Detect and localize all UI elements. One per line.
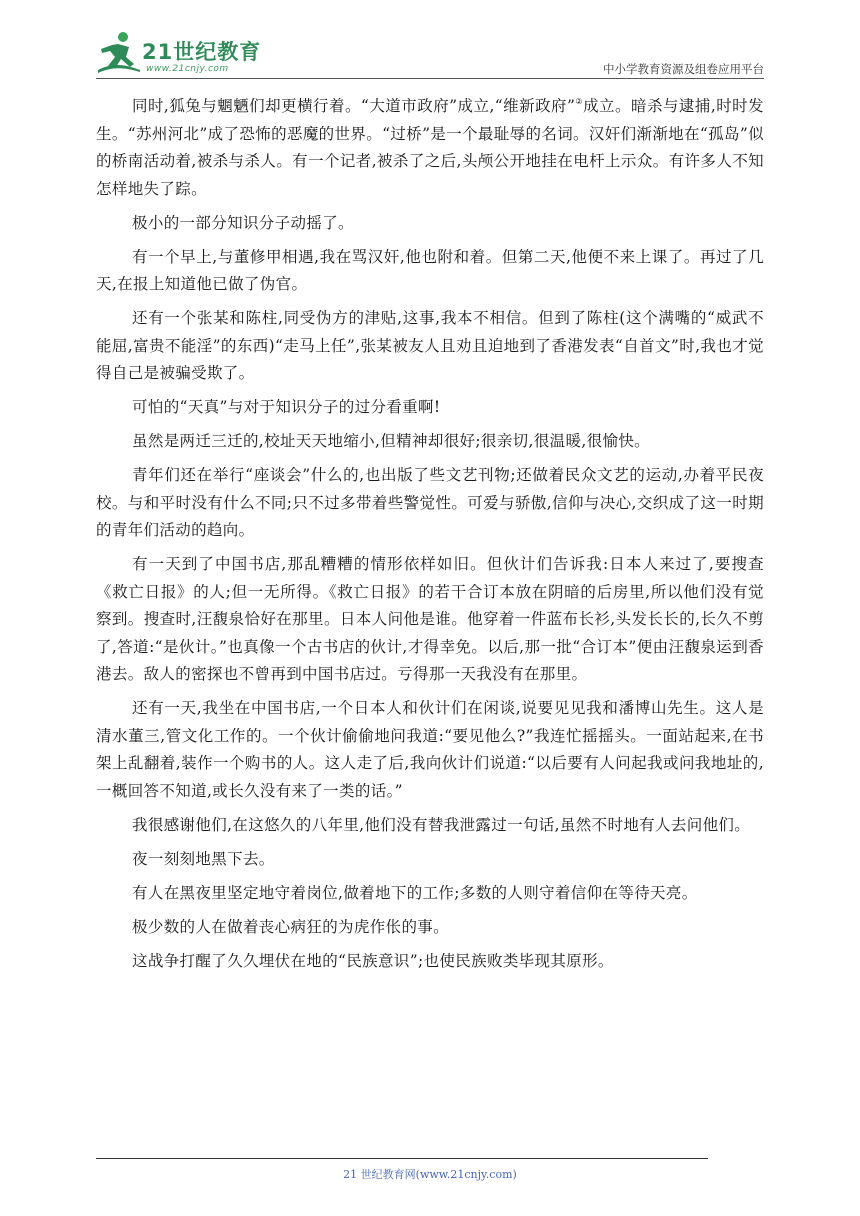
paragraph-3: 有一个早上,与董修甲相遇,我在骂汉奸,他也附和着。但第二天,他便不来上课了。再过了几天,在报上知道他已做了伪官。 (96, 247, 764, 293)
paragraph-text: 同时,狐兔与魍魉们却更横行着。“大道市政府”成立,“维新政府” (132, 97, 576, 115)
article-body (96, 93, 764, 975)
paragraph-2: 极小的一部分知识分子动摇了。 (132, 213, 354, 232)
paragraph-7: 青年们还在举行“座谈会”什么的,也出版了些文艺刊物;还做着民众文艺的运动,办着平民夜校。与和平时没有什么不同;只不过多带着些警觉性。可爱与骄傲,信仰与决心,交织成了这一时期的青年们活动的趋向。 (96, 466, 764, 539)
paragraph-5: 可怕的“天真”与对于知识分子的过分看重啊! (132, 398, 441, 416)
paragraph-14: 这战争打醒了久久埋伏在地的“民族意识”;也使民族败类毕现其原形。 (132, 951, 614, 970)
running-figure-icon (96, 30, 142, 76)
paragraph-text: 成立。暗杀与逮捕,时时发生。“苏州河北”成了恐怖的恶魔的世界。“过桥”是一个最耻辱的名词。汉奸们渐渐地在“孤岛”似的桥南活动着,被杀与杀人。有一个记者,被杀了之后,头颅公开地挂在电杆上示众。有许多人不知怎样地失了踪。 (96, 97, 765, 198)
paragraph-9: 还有一天,我坐在中国书店,一个日本人和伙计们在闲谈,说要见见我和潘博山先生。这人是清水董三,管文化工作的。一个伙计偷偷地问我道:“要见他么?”我连忙摇摇头。一面站起来,在书架上乱翻着,装作一个购书的人。这人走了后,我向伙计们说道:“以后要有人问起我或问我地址的,一概回答不知道,或长久没有来了一类的话。” (96, 699, 764, 800)
footer-divider (96, 1158, 708, 1159)
paragraph-11: 夜一刻刻地黑下去。 (132, 849, 275, 868)
logo-text: 21世纪教育 (142, 40, 262, 64)
footnote-marker[interactable]: ② (575, 97, 584, 106)
paragraph-8: 有一天到了中国书店,那乱糟糟的情形依样如旧。但伙计们告诉我:日本人来过了,要搜查《救亡日报》的人;但一无所得。《救亡日报》的若干合订本放在阴暗的后房里,所以他们没有觉察到。搜查时,汪馥泉恰好在那里。日本人问他是谁。他穿着一件蓝布长衫,头发长长的,长久不剪了,答道:“是伙计。”也真像一个古书店的伙计,才得幸免。以后,那一批“合订本”便由汪馥泉运到香港去。敌人的密探也不曾再到中国书店过。亏得那一天我没有在那里。 (96, 555, 764, 683)
paragraph-13: 极少数的人在做着丧心病狂的为虎作伥的事。 (132, 917, 450, 936)
paragraph-6: 虽然是两迁三迁的,校址天天地缩小,但精神却很好;很亲切,很温暖,很愉快。 (132, 432, 651, 450)
header-divider (96, 78, 764, 79)
page-footer[interactable]: 21 世纪教育网(www.21cnjy.com) (343, 1168, 517, 1181)
logo-url: www.21cnjy.com (146, 64, 229, 74)
platform-title: 中小学教育资源及组卷应用平台 (603, 62, 764, 76)
paragraph-4: 还有一个张某和陈柱,同受伪方的津贴,这事,我本不相信。但到了陈柱(这个满嘴的“威武不能屈,富贵不能淫”的东西)“走马上任”,张某被友人且劝且迫地到了香港发表“自首文”时,我也才觉得自己是被骗受欺了。 (96, 309, 764, 382)
paragraph-12: 有人在黑夜里坚定地守着岗位,做着地下的工作;多数的人则守着信仰在等待天亮。 (132, 883, 698, 902)
site-logo[interactable] (96, 30, 266, 78)
paragraph-1 (96, 93, 764, 203)
page-header (96, 30, 764, 84)
paragraph-10: 我很感谢他们,在这悠久的八年里,他们没有替我泄露过一句话,虽然不时地有人去问他们。 (132, 815, 751, 834)
